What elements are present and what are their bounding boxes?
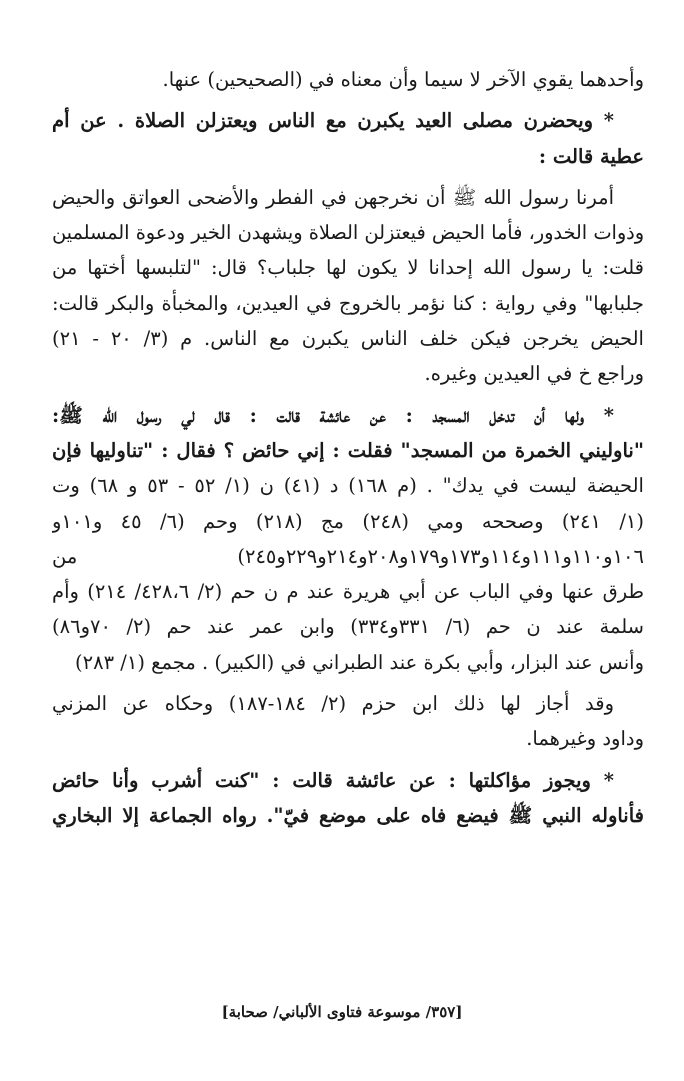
reference-line: سلمة عند ن حم (٦/ ٣٣١و٣٣٤) وابن عمر عند حم (٢/ ٧٠و٨٦) — [52, 615, 644, 639]
hadith-text: جلبابها" وفي رواية : كنا نؤمر بالخروج في العيدين، والمخبأة والبكر قالت: — [52, 291, 644, 315]
section-heading-eating: * ويجوز مؤاكلتها : عن عائشة قالت : "كنت أشرب وأنا حائض — [52, 768, 614, 792]
hadith-text: أمرنا رسول الله ﷺ أن نخرجهن في الفطر والأضحى العواتق والحيض — [52, 185, 614, 209]
page-footer: [٣٥٧/ موسوعة فتاوى الألباني/ صحابة] — [221, 1003, 463, 1021]
section-heading-mosque: * ولها أن تدخل المسجد : عن عائشة قالت : قال لي رسول الله ﷺ: — [52, 403, 614, 427]
hadith-text: قلت: يا رسول الله إحدانا لا يكون لها جلباب؟ قال: "لتلبسها أختها من — [52, 256, 644, 280]
reference-line: طرق عنها وفي الباب عن أبي هريرة عند م ن حم (٢/ ٤٢٨،٦/ ٢١٤) وأم — [52, 580, 644, 604]
text-line: وداود وغيرهما. — [526, 727, 644, 751]
page-body — [52, 62, 644, 833]
reference-line: ١٠٦و١١٠و١١١و١١٤و١٧٣و١٧٩و٢٠٨و٢١٤و٢٢٩و٢٤٥) من — [52, 544, 644, 568]
text-line: وقد أجاز لها ذلك ابن حزم (٢/ ١٨٤-١٨٧) وحكاه عن المزني — [52, 692, 614, 716]
section-heading-eid: * ويحضرن مصلى العيد يكبرن مع الناس ويعتزلن الصلاة . عن أم — [52, 109, 614, 133]
hadith-text: الحيضة ليست في يدك" . (م ١٦٨) د (٤١) ن (١/ ٥٢ - ٥٣ و ٦٨) وت — [52, 474, 644, 498]
text-line: وأحدهما يقوي الآخر لا سيما وأن معناه في (الصحيحين) عنها. — [162, 68, 644, 91]
reference-line: (١/ ٢٤١) وصححه ومي (٢٤٨) مج (٢١٨) وحم (٦/ ٤٥ و١٠١و — [52, 509, 644, 533]
text-line: الحيض يخرجن فيكن خلف الناس يكبرن مع الناس. م (٣/ ٢٠ - ٢١) — [52, 327, 644, 351]
hadith-text: وذوات الخدور، فأما الحيض فيعتزلن الصلاة ويشهدن الخير ودعوة المسلمين — [52, 221, 644, 245]
hadith-text: "ناوليني الخمرة من المسجد" فقلت : إني حائض ؟ فقال : "تناوليها فإن — [52, 438, 644, 462]
reference-line: وأنس عند البزار، وأبي بكرة عند الطبراني في (الكبير) . مجمع (١/ ٢٨٣) — [75, 650, 644, 674]
text-line: وراجع خ في العيدين وغيره. — [424, 362, 644, 386]
text-line: عطية قالت : — [538, 144, 644, 168]
hadith-text: فأناوله النبي ﷺ فيضع فاه على موضع فيّ". رواه الجماعة إلا البخاري — [52, 803, 644, 827]
